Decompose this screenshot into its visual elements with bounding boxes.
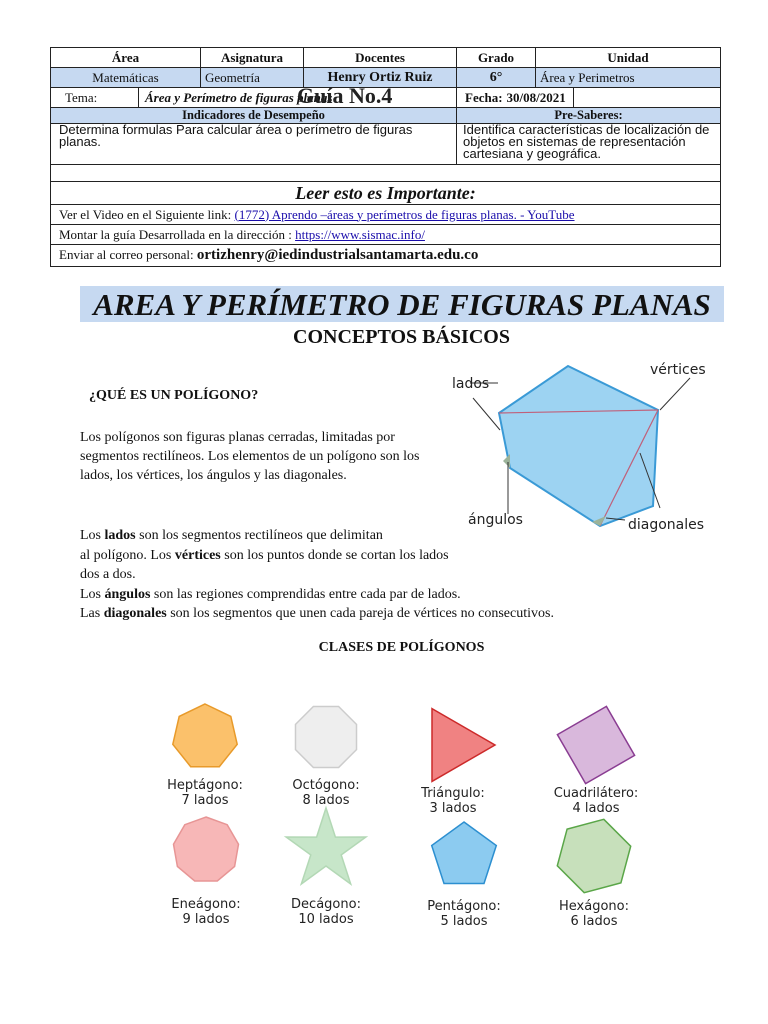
correo-prefix: Enviar al correo personal: — [59, 247, 194, 262]
def-text: Los — [80, 528, 105, 543]
clases-heading: CLASES DE POLÍGONOS — [318, 640, 485, 655]
fecha-cell — [457, 88, 721, 108]
spacer-cell — [51, 165, 721, 182]
intro-paragraph: Los polígonos son figuras planas cerradas, limitadas por segmentos rectilíneos. Los elementos de un polígono son los lados, los vértices, los ángulos y las diagonales. — [80, 430, 420, 483]
correo-cell — [51, 245, 721, 267]
tema-label: Tema: — [51, 88, 139, 107]
area-value: Matemáticas — [51, 68, 201, 88]
def-text: son los puntos donde se cortan los lados — [220, 547, 449, 563]
header-row-titles — [51, 48, 721, 68]
pointer-line — [473, 398, 500, 430]
col-grado: Grado — [457, 48, 536, 68]
polygon-name: Triángulo: — [421, 786, 485, 801]
polygon-name: Heptágono: — [167, 778, 243, 793]
polygon-name: Pentágono: — [427, 899, 501, 914]
polygon-fill — [296, 707, 357, 768]
polygon-shape-2 — [289, 700, 363, 774]
video-prefix: Ver el Video en el Siguiente link: — [59, 206, 232, 222]
presaberes-title: Pre-Saberes: — [457, 108, 721, 124]
docente-value: Henry Ortiz Ruiz — [304, 68, 457, 88]
label-vertices: vértices — [650, 362, 706, 378]
def-line-3: dos a dos. — [80, 567, 136, 582]
col-asignatura: Asignatura — [201, 48, 304, 68]
polygon-caption-8 — [534, 899, 654, 929]
polygon-caption-6 — [266, 897, 386, 927]
video-link[interactable]: (1772) Aprendo –áreas y perímetros de figuras planas. - YouTube — [234, 206, 575, 222]
polygon-fill — [557, 819, 630, 892]
polygon-name: Eneágono: — [171, 897, 241, 912]
col-unidad: Unidad — [536, 48, 721, 68]
def-text: Las — [80, 606, 104, 621]
def-line-4 — [80, 585, 650, 605]
polygon-fill — [174, 817, 239, 881]
definitions — [80, 526, 650, 624]
label-diagonales: diagonales — [628, 517, 705, 533]
angle-mark — [503, 454, 510, 468]
polygon-sides: 6 lados — [570, 914, 618, 929]
polygon-shape-8 — [552, 814, 636, 898]
header-row-montar — [51, 225, 721, 245]
header-table — [50, 47, 721, 267]
header-row-correo — [51, 245, 721, 267]
polygon-name: Cuadrilátero: — [553, 786, 639, 801]
indicadores-title: Indicadores de Desempeño — [51, 108, 457, 124]
def-text: son los segmentos rectilíneos que delimitan — [135, 528, 383, 543]
guia-number: Guía No.4 — [297, 87, 393, 108]
tema-value: Área y Perímetro de figuras planas — [145, 89, 333, 105]
polygon-shape-3 — [407, 699, 499, 791]
header-row-spacer — [51, 165, 721, 182]
polygon-shape-1 — [168, 700, 242, 774]
col-docentes: Docentes — [304, 48, 457, 68]
indicadores-text: Determina formulas Para calcular área o perímetro de figuras planas. — [51, 124, 457, 165]
polygon-shape-6 — [280, 804, 372, 896]
fecha-value: 30/08/2021 — [503, 88, 574, 107]
polygon-sides: 4 lados — [572, 801, 620, 816]
polygon-fill — [432, 822, 497, 884]
polygon-sides: 8 lados — [302, 793, 350, 808]
polygon-shape-7 — [426, 818, 502, 894]
polygon-sides: 10 lados — [298, 912, 354, 927]
label-lados: lados — [452, 376, 490, 392]
label-angulos: ángulos — [468, 512, 523, 528]
header-row-tema — [51, 88, 721, 108]
polygon-fill — [173, 704, 237, 767]
def-line-5 — [80, 604, 650, 624]
polygon-fill — [286, 808, 366, 884]
fecha-label: Fecha: — [465, 89, 503, 105]
video-cell — [51, 205, 721, 225]
important-heading: Leer esto es Importante: — [51, 182, 721, 205]
tema-cell — [51, 88, 457, 108]
montar-prefix: Montar la guía Desarrollada en la dirección : — [59, 226, 292, 242]
montar-link[interactable]: https://www.sismac.info/ — [295, 226, 425, 242]
polygon-sides: 5 lados — [440, 914, 488, 929]
polygon-caption-1 — [145, 778, 265, 808]
montar-cell — [51, 225, 721, 245]
polygon-name: Decágono: — [291, 897, 361, 912]
subtitle: CONCEPTOS BÁSICOS — [293, 326, 510, 348]
header-row-indicadores-text — [51, 124, 721, 165]
header-row-video — [51, 205, 721, 225]
presaberes-text: Identifica características de localización de objetos en sistemas de representación cartesiana y geográfica. — [457, 124, 721, 165]
polygon-sides: 9 lados — [182, 912, 230, 927]
question-heading: ¿QUÉ ES UN POLÍGONO? — [89, 388, 259, 403]
polygon-caption-5 — [146, 897, 266, 927]
polygon-caption-4 — [536, 786, 656, 816]
polygon-sides: 7 lados — [181, 793, 229, 808]
grado-value: 6° — [457, 68, 536, 88]
def-term-angulos: ángulos — [104, 586, 151, 602]
header-row-indicadores — [51, 108, 721, 124]
def-text: son los segmentos que unen cada pareja de vértices no consecutivos. — [166, 606, 554, 621]
hexagon-shape — [499, 366, 658, 526]
polygon-elements-diagram — [440, 358, 730, 538]
polygon-sides: 3 lados — [429, 801, 477, 816]
header-row-important — [51, 182, 721, 205]
def-term-diagonales: diagonales — [103, 606, 167, 621]
def-text: al polígono. Los — [80, 547, 175, 563]
correo-value: ortizhenry@iedindustrialsantamarta.edu.co — [196, 247, 479, 263]
unidad-value: Área y Perimetros — [536, 68, 721, 88]
polygon-name: Hexágono: — [559, 899, 629, 914]
def-text: son las regiones comprendidas entre cada par de lados. — [150, 586, 461, 602]
def-text: Los — [80, 586, 105, 602]
header-row-values — [51, 68, 721, 88]
page-title: AREA Y PERÍMETRO DE FIGURAS PLANAS — [80, 286, 724, 322]
polygon-fill — [432, 709, 495, 782]
def-term-lados: lados — [104, 528, 136, 543]
polygon-shape-5 — [169, 813, 243, 887]
polygon-caption-7 — [404, 899, 524, 929]
polygon-shape-4 — [552, 701, 640, 789]
polygon-fill — [557, 706, 634, 783]
asignatura-value: Geometría — [201, 68, 304, 88]
polygon-name: Octógono: — [292, 778, 360, 793]
polygon-caption-3 — [393, 786, 513, 816]
pointer-line — [660, 378, 690, 410]
def-term-vertices: vértices — [174, 547, 221, 563]
col-area: Área — [51, 48, 201, 68]
def-line-2 — [80, 546, 650, 566]
